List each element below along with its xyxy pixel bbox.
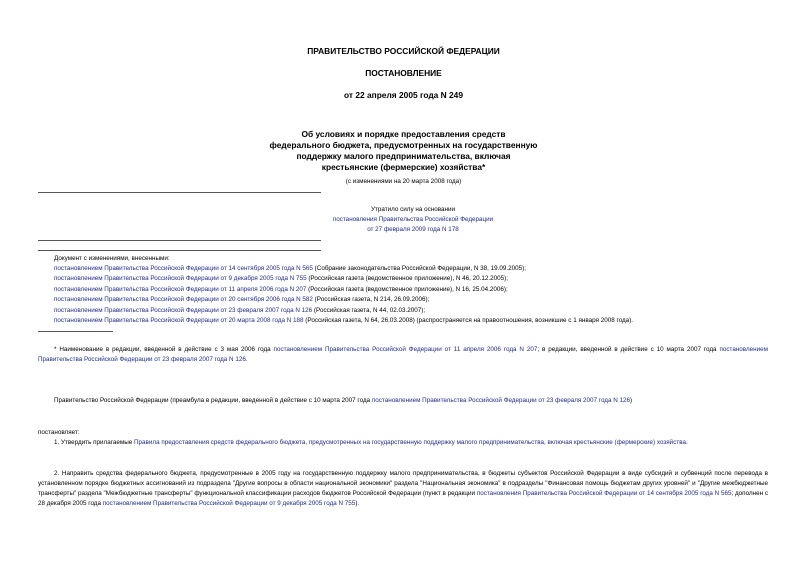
- divider: [38, 192, 321, 193]
- footnote-text: ; в редакции, введенной в действие с 10 марта 2007 года: [537, 346, 720, 353]
- title-line: федерального бюджета, предусмотренных на государственную: [269, 140, 538, 150]
- amendment-source: (Российская газета (ведомственное приложение), N 46, 20.12.2005);: [306, 275, 508, 282]
- document-date-number: от 22 апреля 2005 года N 249: [344, 90, 463, 100]
- amendment-source: (Российская газета, N 214, 26.09.2006);: [312, 296, 430, 303]
- paragraph-text: ; дополнен с 28 декабря 2005 года: [38, 490, 768, 507]
- amendment-link[interactable]: постановлением Правительства Российской Федерации от 23 февраля 2007 года N 126: [54, 307, 313, 314]
- paragraph-text: 1. Утвердить прилагаемые: [54, 439, 134, 446]
- amendment-source: (Российская газета, N 64, 26.03.2008) (распространяется на правоотношения, возникшие с 1 января 2008 года).: [303, 317, 634, 324]
- list-item: [54, 306, 425, 316]
- preamble-link[interactable]: постановлением Правительства Российской Федерации от 23 февраля 2007 года N 126: [371, 397, 631, 404]
- amendment-link[interactable]: постановлением Правительства Российской Федерации от 11 апреля 2006 года N 207: [54, 286, 307, 293]
- amendment-note: (с изменениями на 20 марта 2008 года): [345, 178, 462, 185]
- footnote-text: * Наименование в редакции, введенной в действие с 3 мая 2006 года: [54, 346, 274, 353]
- title-line: Об условиях и порядке предоставления средств: [301, 129, 506, 139]
- paragraph-1: [38, 438, 768, 448]
- amendment-source: (Собрание законодательства Российской Федерации, N 38, 19.09.2005);: [312, 265, 527, 272]
- changes-intro: Документ с изменениями, внесенными:: [54, 255, 170, 262]
- amendment-link[interactable]: постановлением Правительства Российской Федерации от 9 декабря 2005 года N 755: [54, 275, 307, 282]
- amendment-source: (Российская газета, N 44, 02.03.2007);: [312, 307, 426, 314]
- footnote: [38, 345, 768, 365]
- list-item: [54, 285, 508, 295]
- title-line: крестьянские (фермерские) хозяйства*: [321, 162, 486, 172]
- paragraph-2: [38, 469, 768, 509]
- list-item: [54, 274, 508, 284]
- footnote-link[interactable]: постановлением Правительства Российской Федерации от 11 апреля 2006 года N 207: [273, 346, 538, 353]
- lost-force-text: Утратило силу на основании: [370, 206, 456, 213]
- document-type: ПОСТАНОВЛЕНИЕ: [365, 68, 442, 78]
- footnote-text: .: [245, 356, 248, 363]
- government-heading: ПРАВИТЕЛЬСТВО РОССИЙСКОЙ ФЕДЕРАЦИИ: [307, 46, 500, 56]
- paragraph-text: .: [686, 439, 688, 446]
- title-line: поддержку малого предпринимательства, включая: [296, 151, 511, 161]
- amendment-link[interactable]: постановлением Правительства Российской Федерации от 20 сентября 2006 года N 582: [54, 296, 313, 303]
- preamble-text: ): [630, 397, 633, 404]
- list-item: [54, 264, 526, 274]
- amendment-link[interactable]: постановления Правительства Российской Федерации от 14 сентября 2005 года N 565: [476, 490, 732, 497]
- footnote-divider: [38, 331, 113, 332]
- divider: [38, 250, 321, 251]
- preamble: [54, 396, 632, 406]
- footnote-link[interactable]: постановлением Правительства Российской Федерации от 23 февраля 2007 года N 126: [38, 346, 769, 363]
- preamble-text: Правительство Российской Федерации (преамбула в редакции, введенной в действие с 10 марта 2007 года: [54, 397, 372, 404]
- paragraph-text: ).: [355, 500, 360, 507]
- amendment-link[interactable]: постановлением Правительства Российской Федерации от 9 декабря 2005 года N 755: [102, 500, 356, 507]
- decides-label: постановляет:: [38, 429, 80, 436]
- rules-link[interactable]: Правила предоставления средств федерального бюджета, предусмотренных на государственную поддержку малого предпринимательства, включая крестьянские (фермерские) хозяйства: [134, 439, 687, 446]
- amendment-link[interactable]: постановлением Правительства Российской Федерации от 14 сентября 2005 года N 565: [54, 265, 313, 272]
- lost-force-link[interactable]: постановления Правительства Российской Федерации: [332, 216, 494, 223]
- divider: [38, 240, 321, 241]
- amendment-source: (Российская газета (ведомственное приложение), N 16, 25.04.2006);: [306, 286, 508, 293]
- list-item: [54, 316, 633, 326]
- amendment-link[interactable]: постановлением Правительства Российской Федерации от 20 марта 2008 года N 188: [54, 317, 304, 324]
- lost-force-link[interactable]: от 27 февраля 2009 года N 178: [367, 226, 459, 233]
- paragraph-text: 2. Направить средства федерального бюджета, предусмотренные в 2005 году на государственную поддержку малого предпринимательства, в бюджеты субъектов Российской Федерации в виде субсидий и субвенций после перевода в установленном порядке бюджетных ассигнований из подраздела "Другие вопросы в области национальной экономики" раздела "Национальная экономика" в подразделы "Финансовая помощь бюджетам других уровней" и "Другие межбюджетные трансферты" раздела "Межбюджетные трансферты" функциональной классификации расходов бюджетов Российской Федерации (пункт в редакции: [38, 470, 768, 497]
- list-item: [54, 295, 429, 305]
